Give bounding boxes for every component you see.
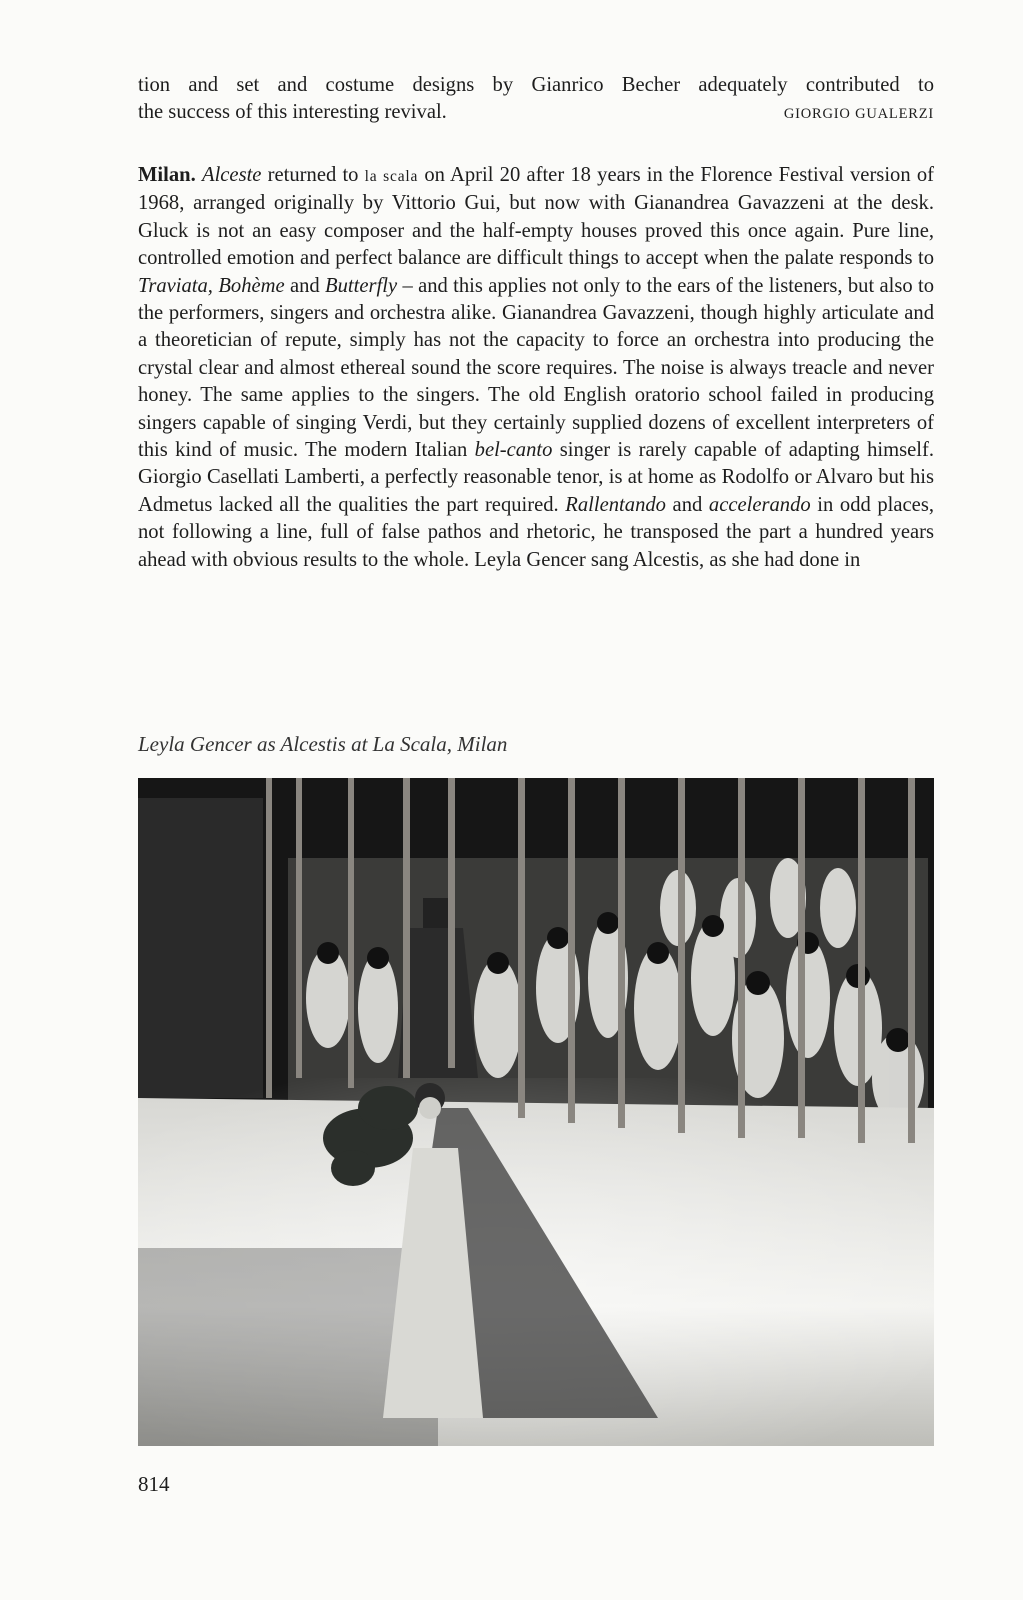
stage-scene-drawing bbox=[138, 778, 934, 1446]
intro-line-1: tion and set and costume designs by Gianrico Becher adequately contributed to bbox=[138, 74, 934, 96]
intro-paragraph bbox=[138, 72, 934, 129]
term: accelerando bbox=[708, 493, 811, 516]
review-text: on April 20 after 18 years in the Florence Festival version of 1968, arranged originally by Vittorio Gui, but now with Gianandrea Gavazzeni at the desk. Gluck is not an easy composer and the half-empty houses proved this once again. Pure line, controlled emotion and perfect balance are difficult things to accept when the palate responds to bbox=[138, 164, 934, 270]
opera-title: Butterfly bbox=[325, 274, 398, 297]
review-text: and bbox=[284, 274, 326, 297]
review-paragraph bbox=[138, 162, 934, 574]
review-text: – and this applies not only to the ears of the listeners, but also to the performers, singers and orchestra alike. Gianandrea Gavazzeni, though highly articulate and a theoretician of repute, simply has not the capacity to force an orchestra into producing the crystal clear and almost ethereal sound the score requires. The noise is always treacle and never honey. The same applies to the singers. The old English oratorio school failed in producing singers capable of singing Verdi, but they certainly supplied dozens of excellent interpreters of this kind of music. The modern Italian bbox=[138, 274, 935, 462]
intro-line-2-text: the success of this interesting revival. bbox=[138, 101, 447, 124]
term: bel-canto bbox=[474, 439, 553, 462]
term: Rallentando bbox=[565, 493, 666, 516]
page-number: 814 bbox=[138, 1472, 170, 1496]
theatre-name: la scala bbox=[364, 168, 419, 185]
author-byline: GIORGIO GUALERZI bbox=[783, 106, 934, 123]
place-heading: Milan. bbox=[138, 164, 196, 186]
review-text: in odd places, not following a line, full of false pathos and rhetoric, he transposed the part a hundred years ahead with obvious results to the whole. Leyla Gencer sang Alcestis, as she had done in bbox=[138, 493, 934, 571]
opera-title: Traviata, bbox=[138, 274, 213, 297]
opera-title: Bohème bbox=[218, 274, 285, 297]
review-text: and bbox=[665, 493, 709, 516]
review-text: returned to bbox=[261, 164, 365, 186]
stage-photograph bbox=[138, 778, 934, 1446]
opera-title: Alceste bbox=[201, 164, 262, 186]
intro-line-2 bbox=[138, 99, 934, 128]
review-text: singer is rarely capable of adapting himself. Giorgio Casellati Lamberti, a perfectly reasonable tenor, is at home as Rodolfo or Alvaro but his Admetus lacked all the qualities the part required. bbox=[138, 439, 934, 516]
photo-caption: Leyla Gencer as Alcestis at La Scala, Milan bbox=[138, 732, 508, 756]
